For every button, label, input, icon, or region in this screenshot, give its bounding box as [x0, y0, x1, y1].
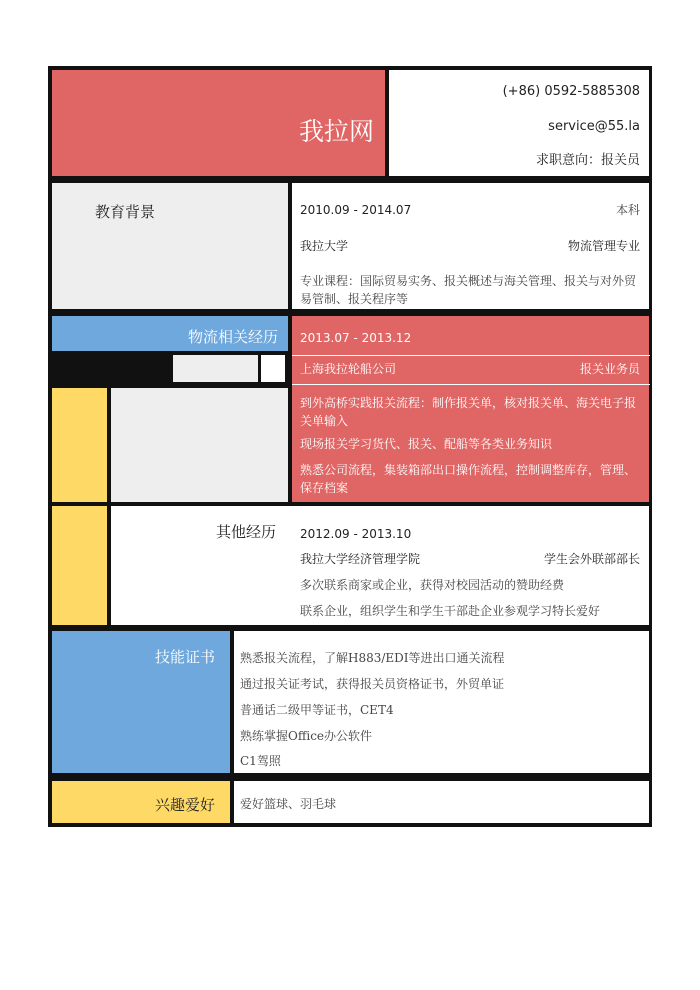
other-title: 其他经历	[215, 523, 276, 541]
contact-phone[interactable]: (+86) 0592-5885308	[502, 84, 640, 99]
deco-gray-block	[111, 388, 288, 502]
applicant-name: 我拉网	[298, 117, 374, 146]
divider-deco-row-bottom	[48, 382, 292, 388]
education-title-block	[52, 183, 288, 309]
hobbies-text: 爱好篮球、羽毛球	[240, 797, 337, 811]
skill-item: 熟练掌握Office办公软件	[240, 729, 373, 743]
logistics-item: 到外高桥实践报关流程：制作报关单，核对报关单、海关电子报关单输入	[300, 396, 637, 428]
education-title: 教育背景	[95, 203, 156, 221]
skill-item: 普通话二级甲等证书，CET4	[240, 703, 394, 717]
skill-item: C1驾照	[240, 754, 281, 768]
education-school: 我拉大学	[300, 239, 349, 253]
skills-title: 技能证书	[154, 648, 215, 666]
divider-skills-column	[230, 631, 234, 823]
divider-header-bottom	[48, 176, 652, 183]
education-period: 2010.09 - 2014.07	[300, 203, 412, 217]
logistics-period: 2013.07 - 2013.12	[300, 331, 412, 345]
hobbies-title: 兴趣爱好	[154, 796, 215, 814]
divider-skills-bottom	[48, 773, 652, 781]
contact-email[interactable]: service@55.la	[548, 119, 640, 134]
divider-header-vertical	[385, 66, 389, 180]
other-role: 学生会外联部部长	[543, 552, 640, 566]
education-major: 物流管理专业	[567, 239, 640, 253]
deco-black-bar	[52, 355, 170, 382]
divider-left-column	[288, 176, 292, 506]
logistics-item: 现场报关学习货代、报关、配船等各类业务知识	[300, 437, 553, 451]
frame-bottom	[48, 823, 652, 827]
logistics-role: 报关业务员	[579, 362, 640, 376]
deco-yellow-block-2	[52, 506, 107, 625]
deco-yellow-block-1	[52, 388, 107, 502]
logistics-item: 熟悉公司流程，集装箱部出口操作流程，控制调整库存，管理、保存档案	[300, 463, 637, 495]
divider-logistics-bottom	[48, 502, 652, 506]
logistics-role-divider	[292, 384, 650, 385]
divider-deco-black-right	[170, 355, 173, 382]
other-item: 多次联系商家或企业，获得对校园活动的赞助经费	[300, 578, 565, 592]
logistics-title: 物流相关经历	[187, 328, 278, 346]
other-item: 联系企业，组织学生和学生干部赴企业参观学习特长爱好	[300, 604, 601, 618]
logistics-company: 上海我拉轮船公司	[300, 362, 397, 376]
frame-top	[48, 66, 652, 70]
skill-item: 熟悉报关流程，了解H883/EDI等进出口通关流程	[240, 651, 505, 665]
education-degree: 本科	[615, 203, 640, 217]
logistics-company-divider	[292, 355, 650, 356]
deco-gray-bar	[173, 355, 258, 382]
divider-deco-white-right	[285, 355, 288, 382]
skill-item: 通过报关证考试，获得报关员资格证书，外贸单证	[240, 677, 505, 691]
education-courses: 专业课程：国际贸易实务、报关概述与海关管理、报关与对外贸易管制、报关程序等	[300, 274, 637, 306]
divider-other-bottom	[48, 625, 652, 631]
divider-education-bottom	[48, 309, 652, 316]
divider-deco-gray-right	[258, 355, 261, 382]
other-org: 我拉大学经济管理学院	[300, 552, 421, 566]
divider-yellow-right-1	[107, 388, 111, 625]
job-objective: 求职意向：报关员	[535, 153, 640, 168]
other-period: 2012.09 - 2013.10	[300, 527, 412, 541]
